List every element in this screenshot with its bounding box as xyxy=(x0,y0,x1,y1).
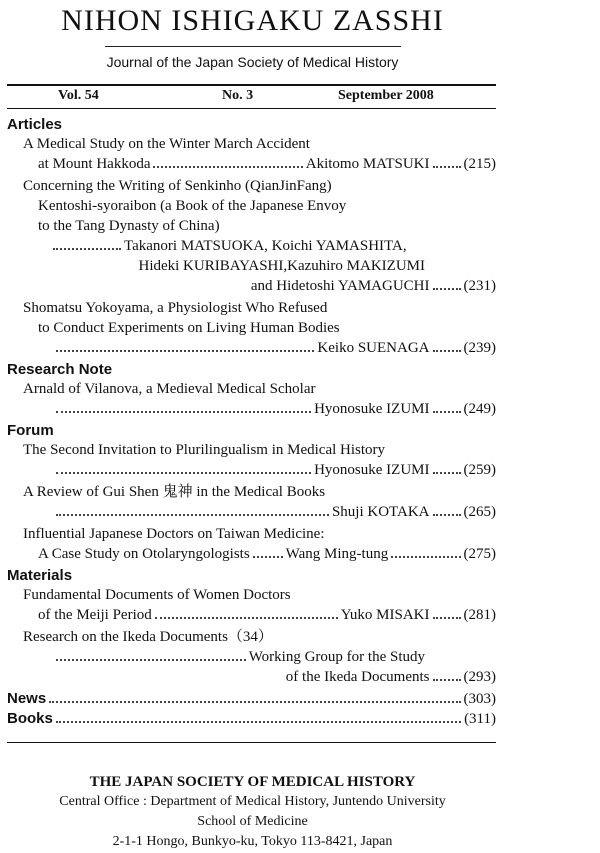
entry-author: Akitomo MATSUKI xyxy=(305,156,430,172)
dot-leader xyxy=(253,556,283,558)
dot-leader xyxy=(56,659,246,661)
entry-title-line: Shomatsu Yokoyama, a Physiologist Who Refused xyxy=(23,300,328,316)
issue-number: No. 3 xyxy=(222,88,254,103)
toc-entry-senkinho[interactable] xyxy=(7,176,496,296)
dot-leader xyxy=(153,166,302,168)
entry-page: (259) xyxy=(463,462,496,478)
entry-author: Working Group for the Study xyxy=(248,649,425,665)
address-line: School of Medicine xyxy=(197,814,308,829)
entry-author: Hideki KURIBAYASHI,Kazuhiro MAKIZUMI xyxy=(138,258,425,274)
dot-leader xyxy=(155,617,338,619)
toc-entry-winter-march[interactable] xyxy=(7,134,496,174)
toc-entry-news[interactable] xyxy=(7,689,496,709)
publisher-footer xyxy=(0,772,505,852)
table-of-contents xyxy=(7,115,496,729)
toc-entry-vilanova[interactable] xyxy=(7,379,496,419)
dot-leader xyxy=(433,514,461,516)
address-line: 2-1-1 Hongo, Bunkyo-ku, Tokyo 113-8421, Japan xyxy=(112,834,393,849)
address-line: Central Office : Department of Medical History, Juntendo University xyxy=(59,794,446,809)
issue-volume: Vol. 54 xyxy=(58,88,99,103)
entry-author: of the Ikeda Documents xyxy=(285,669,430,685)
entry-page: (275) xyxy=(463,546,496,562)
entry-page: (215) xyxy=(463,156,496,172)
entry-page: (249) xyxy=(463,401,496,417)
toc-entry-yokoyama[interactable] xyxy=(7,298,496,358)
entry-title-line: of the Meiji Period xyxy=(38,607,152,623)
dot-leader xyxy=(53,248,121,250)
toc-entry-women-doctors[interactable] xyxy=(7,585,496,625)
entry-title-line: A Medical Study on the Winter March Accident xyxy=(23,136,310,152)
dot-leader xyxy=(433,350,461,352)
entry-page: (239) xyxy=(463,340,496,356)
entry-title-line: Research on the Ikeda Documents（34） xyxy=(23,629,273,645)
toc-entry-taiwan-medicine[interactable] xyxy=(7,524,496,564)
entry-title-line: at Mount Hakkoda xyxy=(38,156,151,172)
dot-leader xyxy=(433,288,461,290)
entry-page: (231) xyxy=(463,278,496,294)
toc-entry-books[interactable] xyxy=(7,709,496,729)
issue-top-rule xyxy=(7,84,496,86)
toc-entry-ikeda-documents[interactable] xyxy=(7,627,496,687)
toc-entry-plurilingualism[interactable] xyxy=(7,440,496,480)
dot-leader xyxy=(56,514,329,516)
entry-page: (265) xyxy=(463,504,496,520)
entry-title-line: Fundamental Documents of Women Doctors xyxy=(23,587,291,603)
entry-title-line: The Second Invitation to Plurilingualism in Medical History xyxy=(23,442,386,458)
entry-title-line: A Case Study on Otolaryngologists xyxy=(38,546,250,562)
journal-title: NIHON ISHIGAKU ZASSHI xyxy=(61,4,444,37)
entry-title-line: Concerning the Writing of Senkinho (QianJinFang) xyxy=(23,178,332,194)
section-heading-forum: Forum xyxy=(7,422,54,439)
dot-leader xyxy=(56,411,311,413)
entry-author: Hyonosuke IZUMI xyxy=(314,462,430,478)
section-heading-articles: Articles xyxy=(7,116,63,133)
entry-title-line: A Review of Gui Shen 鬼神 in the Medical Books xyxy=(23,484,326,500)
entry-author: Shuji KOTAKA xyxy=(331,504,430,520)
entry-author: and Hidetoshi YAMAGUCHI xyxy=(250,278,430,294)
entry-title-line: to the Tang Dynasty of China) xyxy=(38,218,220,234)
entry-page: (303) xyxy=(463,691,496,707)
society-name: THE JAPAN SOCIETY OF MEDICAL HISTORY xyxy=(89,774,416,790)
dot-leader xyxy=(56,350,314,352)
entry-title-line: Arnald of Vilanova, a Medieval Medical Scholar xyxy=(23,381,316,397)
entry-title-line: Kentoshi-syoraibon (a Book of the Japanese Envoy xyxy=(38,198,347,214)
dot-leader xyxy=(391,556,460,558)
dot-leader xyxy=(433,411,461,413)
issue-bottom-rule xyxy=(7,108,496,109)
section-heading-research-note: Research Note xyxy=(7,361,113,378)
entry-author: Takanori MATSUOKA, Koichi YAMASHITA, xyxy=(124,238,407,254)
news-label: News xyxy=(7,690,47,707)
dot-leader xyxy=(56,472,311,474)
issue-date: September 2008 xyxy=(338,88,434,103)
entry-author: Hyonosuke IZUMI xyxy=(314,401,430,417)
entry-title-line: to Conduct Experiments on Living Human Bodies xyxy=(38,320,340,336)
books-label: Books xyxy=(7,710,53,727)
entry-author: Keiko SUENAGA xyxy=(317,340,430,356)
entry-page: (281) xyxy=(463,607,496,623)
dot-leader xyxy=(433,166,461,168)
dot-leader xyxy=(433,472,461,474)
journal-subtitle: Journal of the Japan Society of Medical History xyxy=(106,54,399,70)
entry-title-line: Influential Japanese Doctors on Taiwan Medicine: xyxy=(23,526,325,542)
title-divider xyxy=(105,46,401,47)
entry-author: Wang Ming-tung xyxy=(285,546,389,562)
entry-page: (311) xyxy=(464,711,496,727)
section-heading-materials: Materials xyxy=(7,567,73,584)
entry-page: (293) xyxy=(463,669,496,685)
toc-entry-gui-shen[interactable] xyxy=(7,482,496,522)
dot-leader xyxy=(56,721,461,723)
toc-bottom-rule xyxy=(7,742,496,743)
dot-leader xyxy=(433,617,461,619)
dot-leader xyxy=(433,679,461,681)
dot-leader xyxy=(49,701,460,703)
entry-author: Yuko MISAKI xyxy=(340,607,430,623)
